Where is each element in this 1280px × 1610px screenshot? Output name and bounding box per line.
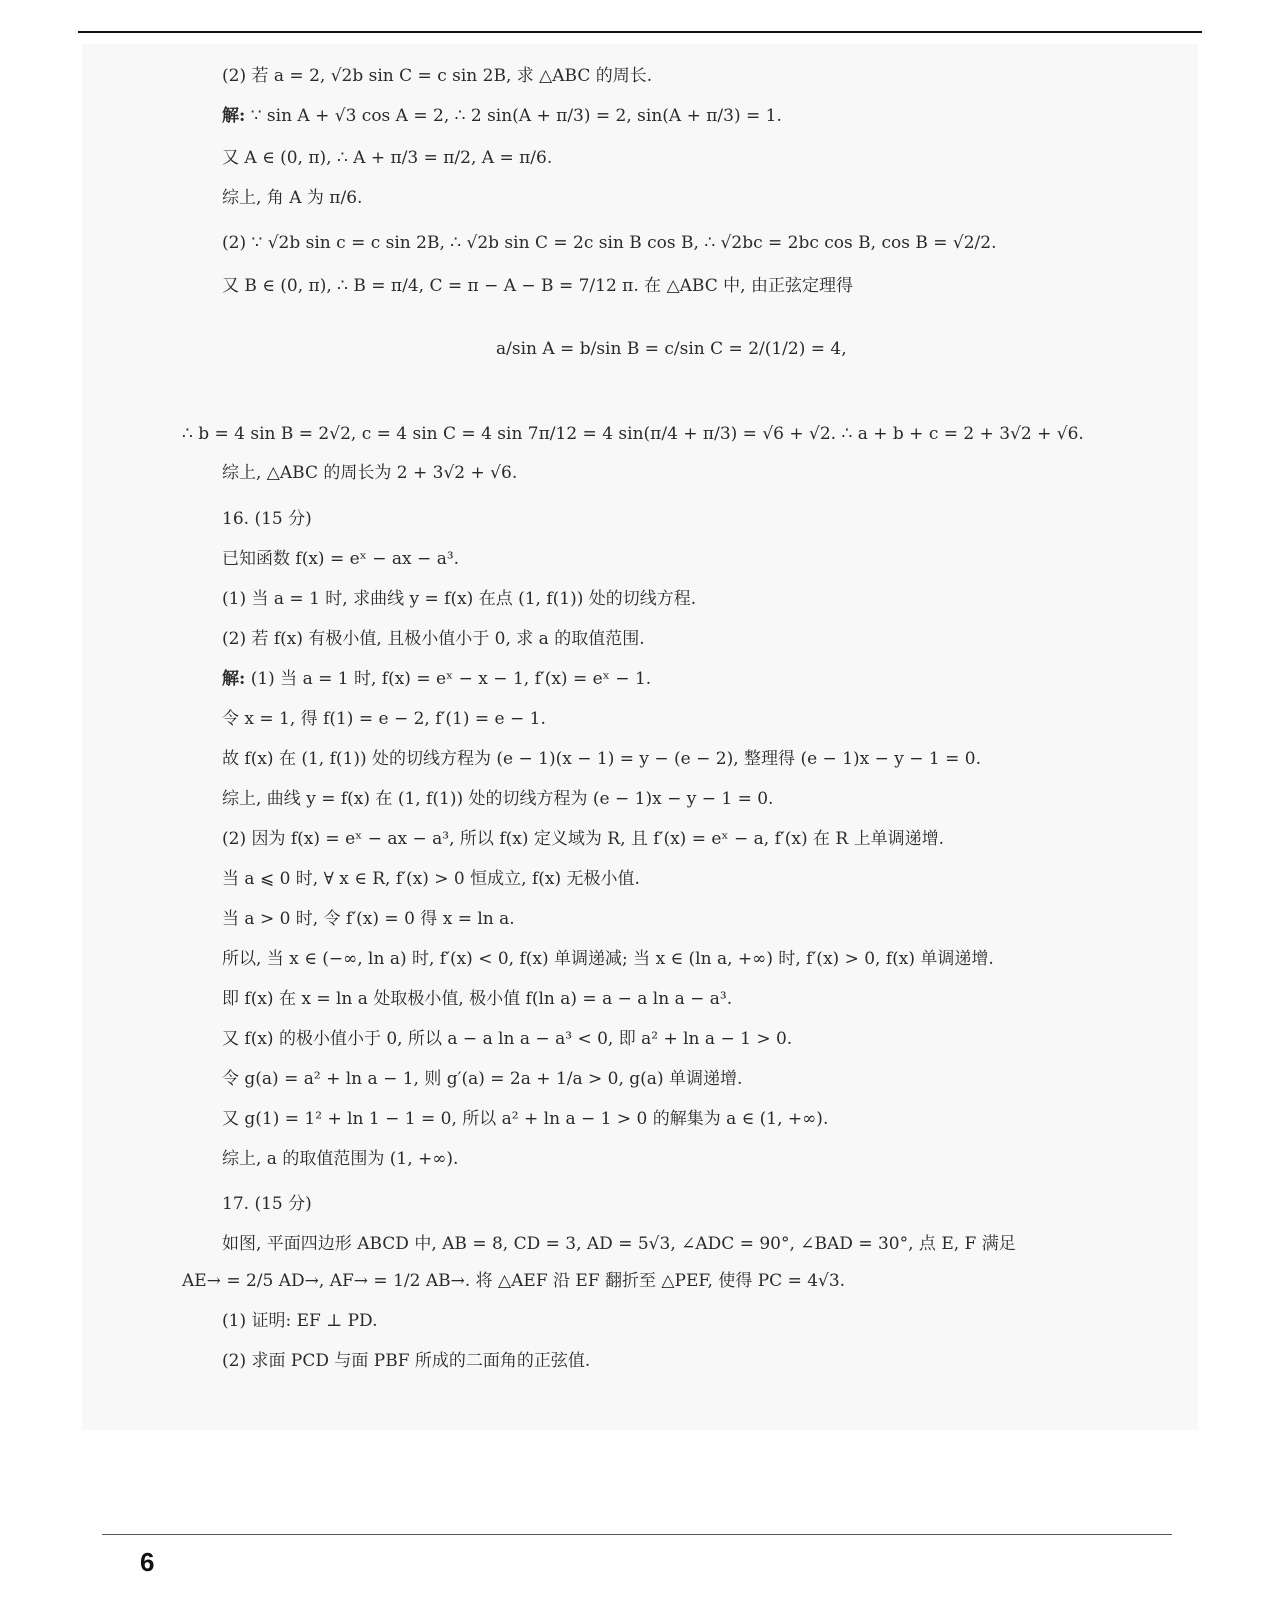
solution-line-5: 又 B ∈ (0, π), ∴ B = π/4, C = π − A − B = 7/12 π. 在 △ABC 中, 由正弦定理得	[222, 276, 853, 296]
problem-17-statement-1: 如图, 平面四边形 ABCD 中, AB = 8, CD = 3, AD = 5√3, ∠ADC = 90°, ∠BAD = 30°, 点 E, F 满足	[222, 1234, 1016, 1254]
problem-16-part2: (2) 若 f(x) 有极小值, 且极小值小于 0, 求 a 的取值范围.	[222, 629, 645, 649]
problem-16-statement: 已知函数 f(x) = eˣ − ax − a³.	[222, 549, 460, 569]
solution-line-2: 又 A ∈ (0, π), ∴ A + π/3 = π/2, A = π/6.	[222, 148, 553, 168]
solution-line-4: (2) ∵ √2b sin c = c sin 2B, ∴ √2b sin C = 2c sin B cos B, ∴ √2bc = 2bc cos B, cos B = √2/2.	[222, 233, 997, 253]
problem-16-header: 16. (15 分)	[222, 509, 312, 529]
solution16-line-12: 又 g(1) = 1² + ln 1 − 1 = 0, 所以 a² + ln a − 1 > 0 的解集为 a ∈ (1, +∞).	[222, 1109, 829, 1129]
solution16-line-4: 综上, 曲线 y = f(x) 在 (1, f(1)) 处的切线方程为 (e − 1)x − y − 1 = 0.	[222, 789, 774, 809]
solution-line-1: 解: ∵ sin A + √3 cos A = 2, ∴ 2 sin(A + π/3) = 2, sin(A + π/3) = 1.	[222, 106, 782, 126]
solution16-line-1: 解: (1) 当 a = 1 时, f(x) = eˣ − x − 1, f′(x) = eˣ − 1.	[222, 669, 652, 689]
solution16-line-10: 又 f(x) 的极小值小于 0, 所以 a − a ln a − a³ < 0, 即 a² + ln a − 1 > 0.	[222, 1029, 793, 1049]
solution-line-6: ∴ b = 4 sin B = 2√2, c = 4 sin C = 4 sin 7π/12 = 4 sin(π/4 + π/3) = √6 + √2. ∴ a + b + c = 2 + 3√2 + √6.	[182, 424, 1084, 444]
solution16-line-9: 即 f(x) 在 x = ln a 处取极小值, 极小值 f(ln a) = a − a ln a − a³.	[222, 989, 733, 1009]
solution16-line-2: 令 x = 1, 得 f(1) = e − 2, f′(1) = e − 1.	[222, 709, 546, 729]
footer-rule	[102, 1534, 1172, 1535]
solution16-line-5: (2) 因为 f(x) = eˣ − ax − a³, 所以 f(x) 定义域为 R, 且 f′(x) = eˣ − a, f′(x) 在 R 上单调递增.	[222, 829, 945, 849]
solution16-line-3: 故 f(x) 在 (1, f(1)) 处的切线方程为 (e − 1)(x − 1) = y − (e − 2), 整理得 (e − 1)x − y − 1 = 0.	[222, 749, 982, 769]
problem-17-header: 17. (15 分)	[222, 1194, 312, 1214]
top-rule	[78, 31, 1202, 33]
solution-line-3: 综上, 角 A 为 π/6.	[222, 188, 363, 208]
problem-15-part2: (2) 若 a = 2, √2b sin C = c sin 2B, 求 △ABC 的周长.	[222, 66, 653, 86]
solution-label: 解:	[222, 669, 246, 689]
problem-17-part2: (2) 求面 PCD 与面 PBF 所成的二面角的正弦值.	[222, 1351, 591, 1371]
solution-line-7: 综上, △ABC 的周长为 2 + 3√2 + √6.	[222, 463, 518, 483]
solution16-line-6: 当 a ⩽ 0 时, ∀ x ∈ R, f′(x) > 0 恒成立, f(x) 无极小值.	[222, 869, 640, 889]
problem-17-statement-2: AE→ = 2/5 AD→, AF→ = 1/2 AB→. 将 △AEF 沿 EF 翻折至 △PEF, 使得 PC = 4√3.	[182, 1271, 846, 1291]
sine-rule-equation: a/sin A = b/sin B = c/sin C = 2/(1/2) = 4,	[496, 339, 847, 359]
solution16-line-7: 当 a > 0 时, 令 f′(x) = 0 得 x = ln a.	[222, 909, 515, 929]
problem-17-part1: (1) 证明: EF ⊥ PD.	[222, 1311, 378, 1331]
problem-16-part1: (1) 当 a = 1 时, 求曲线 y = f(x) 在点 (1, f(1)) 处的切线方程.	[222, 589, 697, 609]
page-number: 6	[140, 1547, 155, 1577]
solution-label: 解:	[222, 106, 246, 126]
solution16-line-11: 令 g(a) = a² + ln a − 1, 则 g′(a) = 2a + 1/a > 0, g(a) 单调递增.	[222, 1069, 743, 1089]
solution16-line-8: 所以, 当 x ∈ (−∞, ln a) 时, f′(x) < 0, f(x) 单调递减; 当 x ∈ (ln a, +∞) 时, f′(x) > 0, f(x) 单调递增.	[222, 949, 994, 969]
solution16-line-13: 综上, a 的取值范围为 (1, +∞).	[222, 1149, 459, 1169]
